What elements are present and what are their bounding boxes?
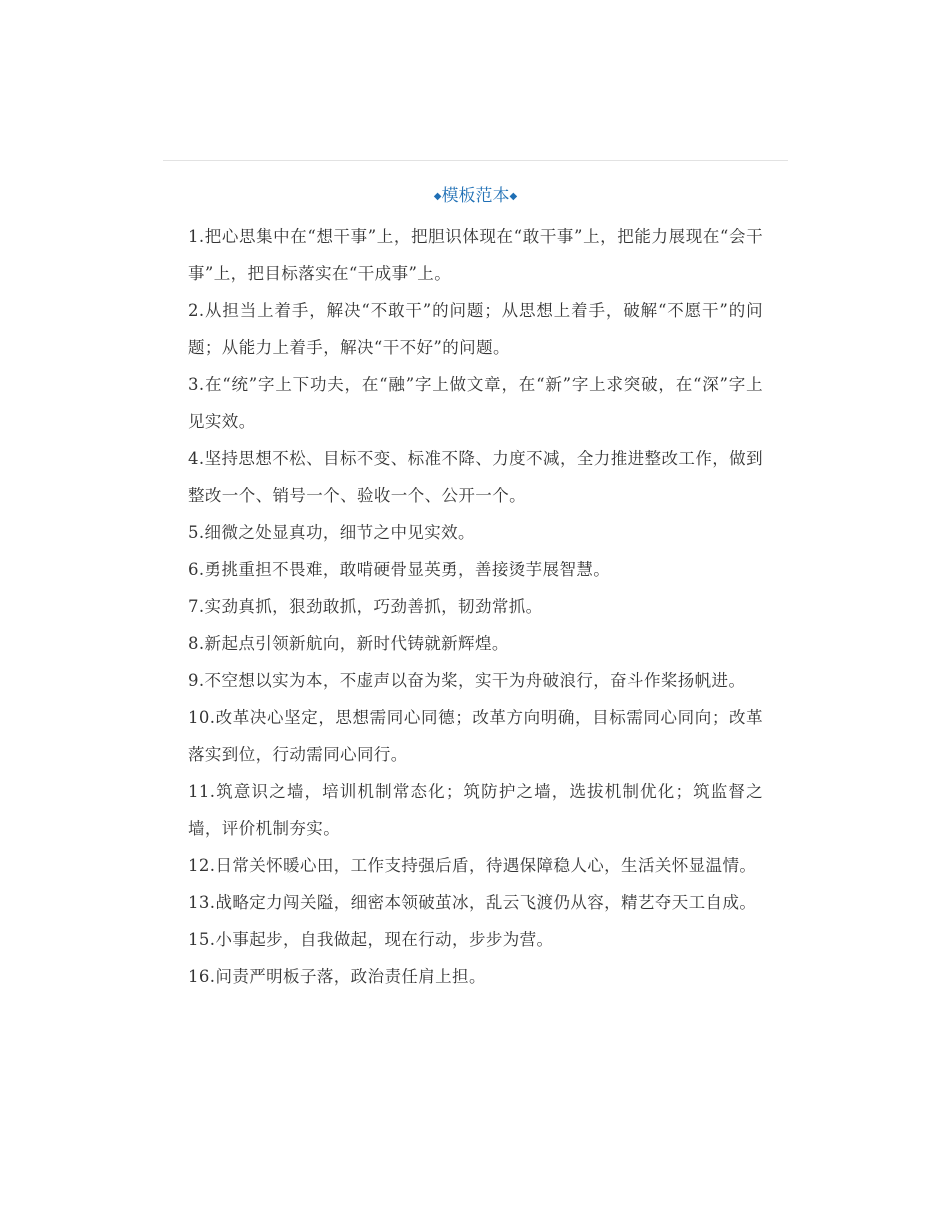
section-title-text: 模板范本: [441, 186, 510, 206]
list-item: 6.勇挑重担不畏难，敢啃硬骨显英勇，善接烫芋展智慧。: [188, 560, 611, 579]
list-item: 16.问责严明板子落，政治责任肩上担。: [188, 967, 486, 986]
list-item: 5.细微之处显真功，细节之中见实效。: [188, 523, 475, 542]
list-item: 2.从担当上着手，解决“不敢干”的问题；从思想上着手，破解“不愿干”的问题；从能力上着手，解决“干不好”的问题。: [188, 301, 763, 357]
list-item: 13.战略定力闯关隘，细密本领破茧冰，乱云飞渡仍从容，精艺夺天工自成。: [188, 893, 757, 912]
list-item: 12.日常关怀暖心田，工作支持强后盾，待遇保障稳人心，生活关怀显温情。: [188, 856, 757, 875]
list-item: 1.把心思集中在“想干事”上，把胆识体现在“敢干事”上，把能力展现在“会干事”上，把目标落实在“干成事”上。: [188, 227, 763, 283]
list-item: 9.不空想以实为本，不虚声以奋为桨，实干为舟破浪行，奋斗作桨扬帆进。: [188, 671, 746, 690]
template-list: [188, 218, 763, 995]
list-item: 4.坚持思想不松、目标不变、标准不降、力度不减，全力推进整改工作，做到整改一个、销号一个、验收一个、公开一个。: [188, 449, 763, 505]
list-item: 11.筑意识之墙，培训机制常态化；筑防护之墙，选拔机制优化；筑监督之墙，评价机制夯实。: [188, 782, 763, 838]
diamond-left-icon: ◆: [433, 191, 442, 202]
list-item: 3.在“统”字上下功夫，在“融”字上做文章，在“新”字上求突破，在“深”字上见实效。: [188, 375, 763, 431]
list-item: 8.新起点引领新航向，新时代铸就新辉煌。: [188, 634, 509, 653]
section-title: [163, 183, 788, 210]
list-item: 10.改革决心坚定，思想需同心同德；改革方向明确，目标需同心同向；改革落实到位，行动需同心同行。: [188, 708, 763, 764]
list-item: 7.实劲真抓，狠劲敢抓，巧劲善抓，韧劲常抓。: [188, 597, 543, 616]
top-divider: [163, 160, 788, 161]
diamond-right-icon: ◆: [509, 191, 518, 202]
list-item: 15.小事起步，自我做起，现在行动，步步为营。: [188, 930, 554, 949]
